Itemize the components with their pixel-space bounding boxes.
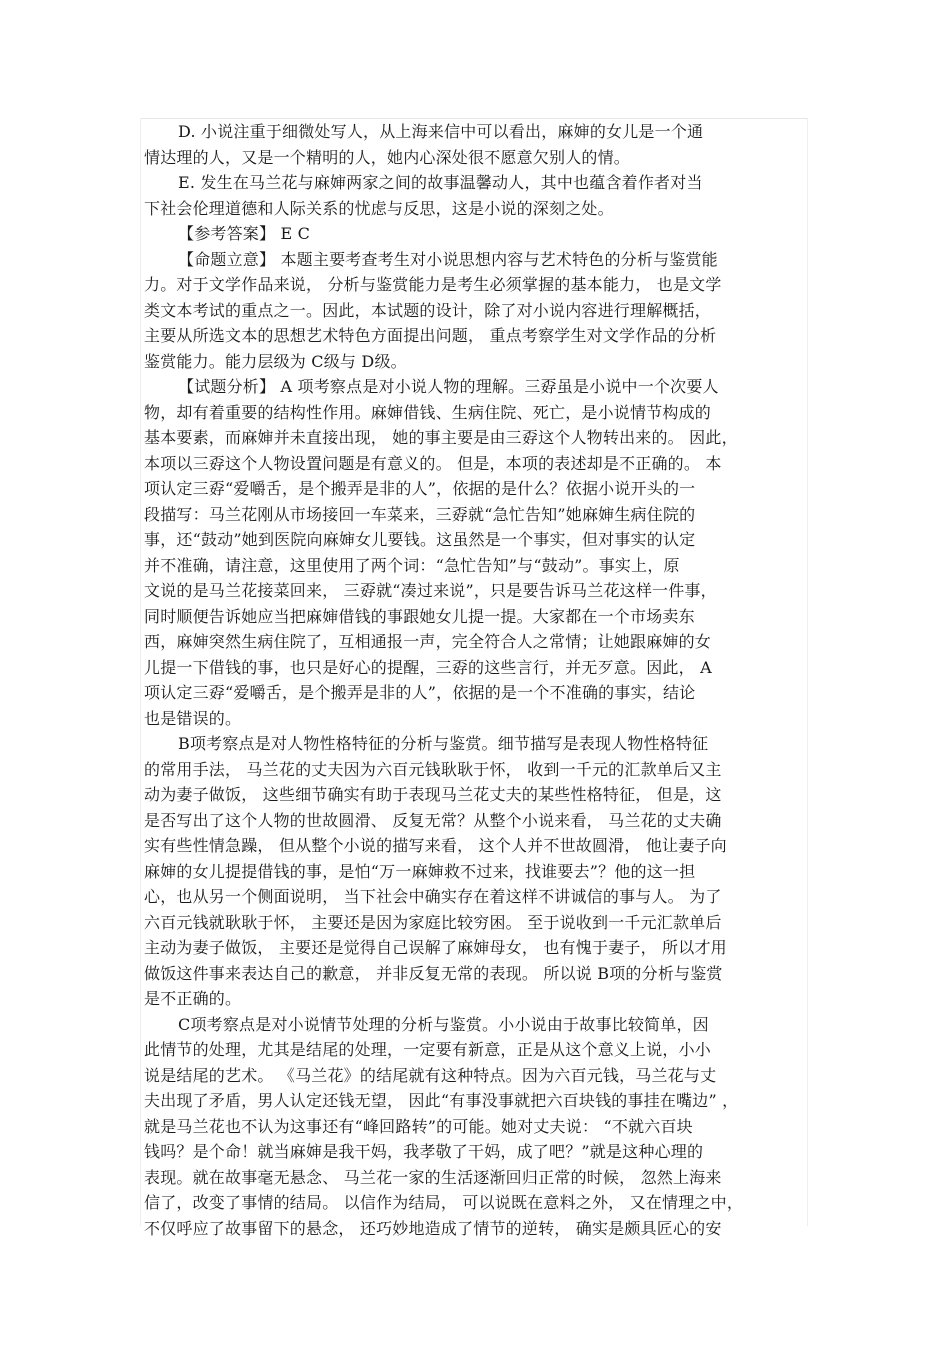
text-line: 实有些性情急躁， 但从整个小说的描写来看， 这个人并不世故圆滑， 他让妻子向 xyxy=(144,836,727,855)
text-line: 项认定三孬“爱嚼舌，是个搬弄是非的人”，依据的是一个不准确的事实，结论 xyxy=(144,683,696,702)
text-line: 力。对于文学作品来说， 分析与鉴赏能力是考生必须掌握的基本能力， 也是文学 xyxy=(144,275,722,294)
text-line: 儿提一下借钱的事，也只是好心的提醒，三孬的这些言行，并无歹意。因此， A xyxy=(144,657,712,677)
text-line: 文说的是马兰花接菜回来， 三孬就“凑过来说”，只是要告诉马兰花这样一件事， xyxy=(144,581,717,600)
text-line: 的常用手法， 马兰花的丈夫因为六百元钱耿耿于怀， 收到一千元的汇款单后又主 xyxy=(144,759,722,779)
text-line: 夫出现了矛盾，男人认定还钱无望， 因此“有事没事就把六百块钱的事挂在嘴边” ， xyxy=(144,1091,739,1110)
text-line: 是否写出了这个人物的世故圆滑、 反复无常？从整个小说来看， 马兰花的丈夫确 xyxy=(144,810,722,830)
text-line: 【试题分析】 A 项考察点是对小说人物的理解。三孬虽是小说中一个次要人 xyxy=(178,377,719,396)
text-line: 【命题立意】 本题主要考查考生对小说思想内容与艺术特色的分析与鉴赏能 xyxy=(178,249,718,269)
text-line: D. 小说注重于细微处写人，从上海来信中可以看出，麻婶的女儿是一个通 xyxy=(178,122,704,141)
text-line: 西，麻婶突然生病住院了，互相通报一声，完全符合人之常情；让她跟麻婶的女 xyxy=(144,632,712,651)
text-line: 鉴赏能力。能力层级为 C级与 D级。 xyxy=(144,351,407,371)
text-line: 说是结尾的艺术。 《马兰花》的结尾就有这种特点。因为六百元钱，马兰花与丈 xyxy=(144,1065,717,1085)
text-line: 事，还“鼓动”她到医院向麻婶女儿要钱。这虽然是一个事实，但对事实的认定 xyxy=(144,530,696,549)
text-line: 钱吗？是个命！就当麻婶是我干妈，我孝敬了干妈，成了吧？”就是这种心理的 xyxy=(144,1142,704,1161)
text-line: 主要从所选文本的思想艺术特色方面提出问题， 重点考察学生对文学作品的分析 xyxy=(144,326,717,345)
text-line: 【参考答案】 E C xyxy=(178,224,311,243)
text-line: 下社会伦理道德和人际关系的忧虑与反思，这是小说的深刻之处。 xyxy=(144,198,614,218)
text-line: 段描写：马兰花刚从市场接回一车菜来，三孬就“急忙告知”她麻婶生病住院的 xyxy=(144,504,696,524)
text-line: 物，却有着重要的结构性作用。麻婶借钱、生病住院、死亡，是小说情节构成的 xyxy=(144,402,712,422)
text-line: B项考察点是对人物性格特征的分析与鉴赏。细节描写是表现人物性格特征 xyxy=(178,734,709,753)
text-line: 不仅呼应了故事留下的悬念， 还巧妙地造成了情节的逆转， 确实是颇具匠心的安 xyxy=(144,1218,722,1238)
text-line: 信了，改变了事情的结局。 以信作为结局， 可以说既在意料之外， 又在情理之中， xyxy=(144,1193,744,1212)
text-line: 类文本考试的重点之一。因此，本试题的设计，除了对小说内容进行理解概括， xyxy=(144,300,712,320)
text-line: 主动为妻子做饭， 主要还是觉得自己误解了麻婶母女， 也有愧于妻子， 所以才用 xyxy=(144,938,727,957)
body-text xyxy=(144,119,804,1241)
text-line: 本项以三孬这个人物设置问题是有意义的。 但是，本项的表述却是不正确的。 本 xyxy=(144,453,722,473)
text-line: 此情节的处理，尤其是结尾的处理，一定要有新意，正是从这个意义上说，小小 xyxy=(144,1040,712,1059)
text-line: 项认定三孬“爱嚼舌，是个搬弄是非的人”，依据的是什么？依据小说开头的一 xyxy=(144,479,696,498)
text-line: 麻婶的女儿提提借钱的事，是怕“万一麻婶救不过来，找谁要去”？他的这一担 xyxy=(144,861,696,881)
text-line: 也是错误的。 xyxy=(144,708,242,728)
text-line: 并不准确，请注意，这里使用了两个词：“急忙告知”与“鼓动”。事实上，原 xyxy=(144,555,680,575)
text-line: 同时顺便告诉她应当把麻婶借钱的事跟她女儿提一提。大家都在一个市场卖东 xyxy=(144,606,695,626)
text-line: C项考察点是对小说情节处理的分析与鉴赏。小小说由于故事比较简单，因 xyxy=(178,1014,709,1034)
page-border-left xyxy=(140,118,141,1226)
text-line: E. 发生在马兰花与麻婶两家之间的故事温馨动人，其中也蕴含着作者对当 xyxy=(178,173,703,192)
text-line: 做饭这件事来表达自己的歉意， 并非反复无常的表现。 所以说 B项的分析与鉴赏 xyxy=(144,963,723,983)
text-line: 表现。就在故事毫无悬念、 马兰花一家的生活逐渐回归正常的时候， 忽然上海来 xyxy=(144,1167,722,1187)
text-line: 是不正确的。 xyxy=(144,989,242,1008)
text-line: 基本要素，而麻婶并未直接出现， 她的事主要是由三孬这个人物转出来的。 因此， xyxy=(144,428,738,447)
text-line: 情达理的人，又是一个精明的人，她内心深处很不愿意欠别人的情。 xyxy=(144,147,631,167)
text-line: 心，也从另一个侧面说明， 当下社会中确实存在着这样不讲诚信的事与人。 为了 xyxy=(144,887,722,906)
text-line: 动为妻子做饭， 这些细节确实有助于表现马兰花丈夫的某些性格特征， 但是，这 xyxy=(144,785,722,804)
page-border-right xyxy=(807,118,808,1226)
text-line: 六百元钱就耿耿于怀， 主要还是因为家庭比较穷困。 至于说收到一千元汇款单后 xyxy=(144,912,722,932)
text-line: 就是马兰花也不认为这事还有“峰回路转”的可能。她对丈夫说： “不就六百块 xyxy=(144,1116,693,1136)
